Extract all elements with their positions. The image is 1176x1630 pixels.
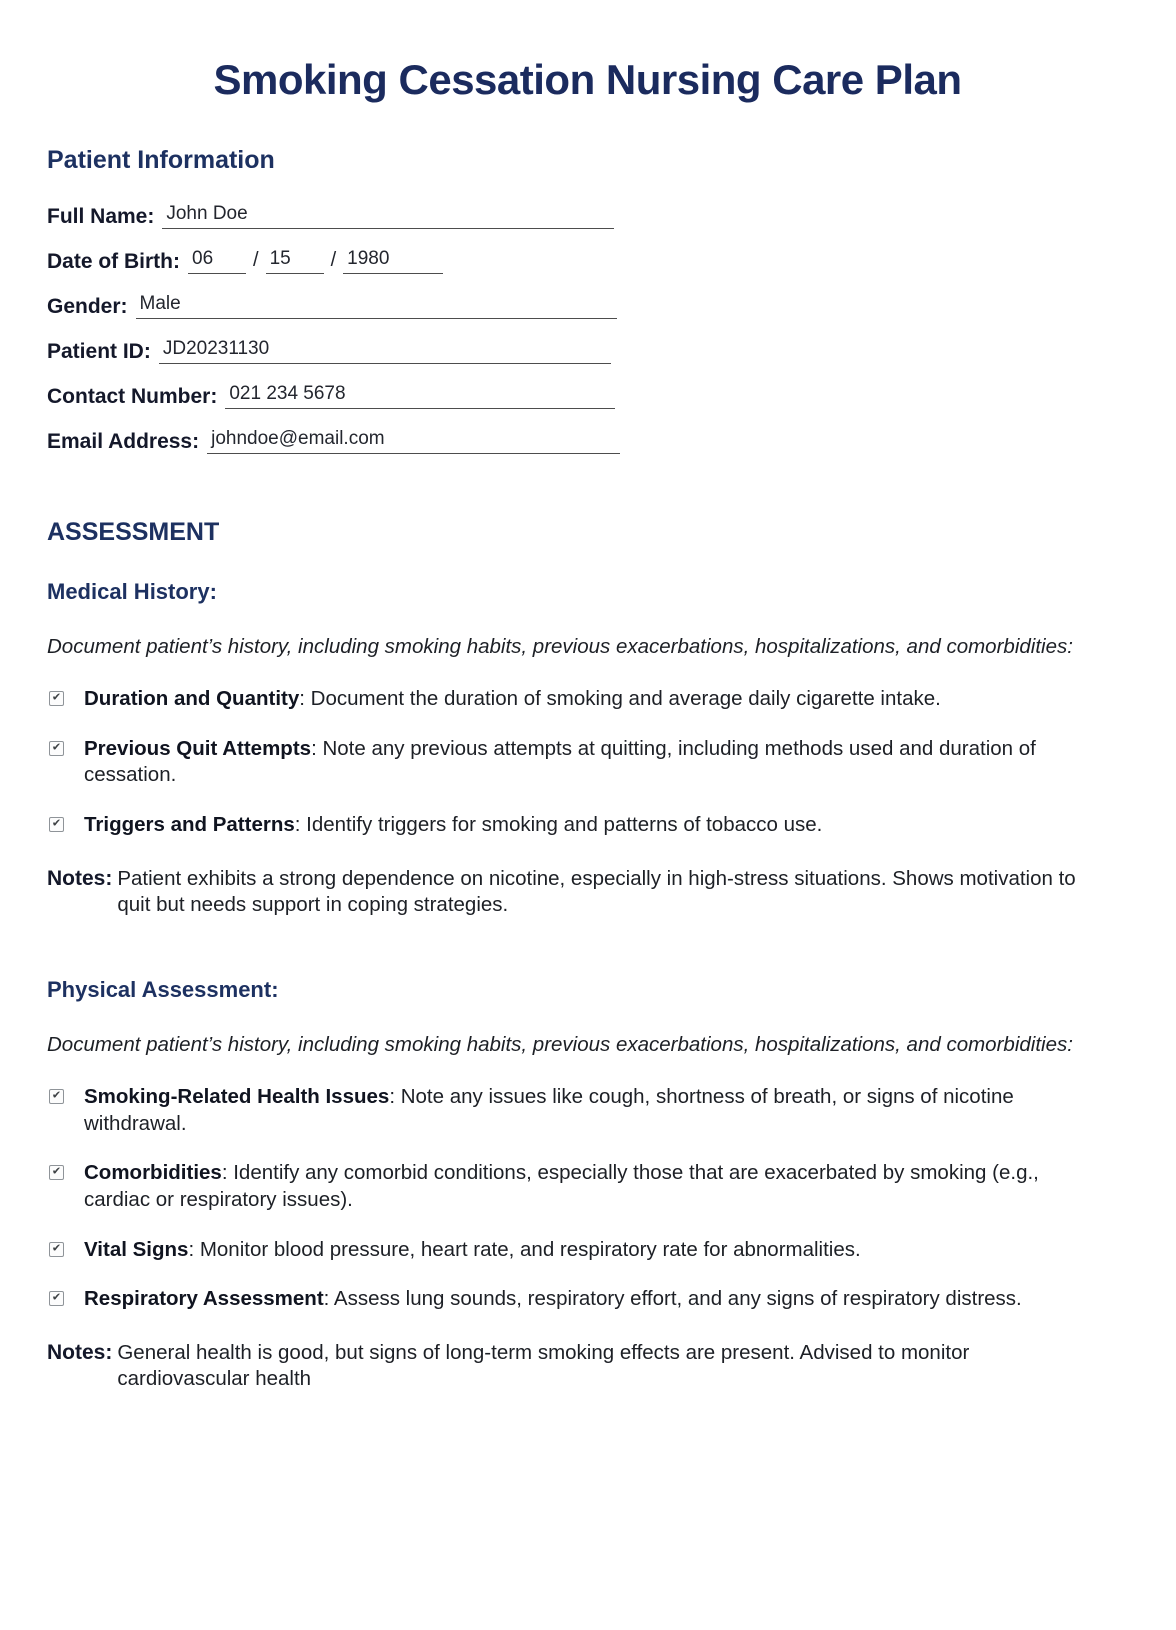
physical-assessment-heading: Physical Assessment: — [47, 976, 279, 1002]
check-icon: ✔ — [51, 1242, 62, 1254]
contact-number-field[interactable]: 021 234 5678 — [225, 383, 615, 409]
checklist-desc: : Note any issues like cough, shortness of breath, or signs of nicotine withdrawal. — [84, 1084, 1014, 1135]
checkbox-checked[interactable] — [49, 1089, 64, 1104]
checklist-term: Duration and Quantity — [84, 687, 300, 711]
checklist-item-text — [84, 1286, 1022, 1313]
checkbox-checked[interactable] — [49, 1291, 64, 1306]
email-address-label: Email Address: — [47, 429, 200, 453]
assessment-section — [47, 518, 1128, 1393]
checklist-item-text — [84, 686, 941, 713]
checklist-desc: : Note any previous attempts at quitting, including methods used and duration of cessation. — [84, 736, 1036, 787]
check-icon: ✔ — [51, 1291, 62, 1304]
gender-row — [47, 293, 1128, 319]
checklist-item-text — [84, 1160, 1057, 1213]
checklist-item-smoking-related-health-issues — [47, 1084, 1057, 1137]
physical-assessment-notes — [47, 1340, 1087, 1393]
checkbox-checked[interactable] — [49, 1242, 64, 1257]
checklist-term: Vital Signs — [84, 1237, 189, 1261]
notes-text[interactable]: Patient exhibits a strong dependence on nicotine, especially in high-stress situations. Shows motivation to quit but needs support in coping strategies. — [117, 866, 1076, 917]
checkbox-checked[interactable] — [49, 817, 64, 832]
gender-field[interactable]: Male — [136, 293, 617, 319]
checklist-item-respiratory-assessment — [47, 1286, 1057, 1313]
check-icon: ✔ — [51, 817, 62, 830]
medical-history-heading: Medical History: — [47, 579, 217, 604]
date-of-birth-label: Date of Birth: — [47, 249, 180, 273]
checklist-desc: : Assess lung sounds, respiratory effort, and any signs of respiratory distress. — [323, 1287, 1022, 1311]
checklist-item-text — [84, 1084, 1057, 1137]
checklist-item-vital-signs — [47, 1237, 1057, 1264]
check-icon: ✔ — [51, 691, 62, 704]
checkbox-checked[interactable] — [49, 1165, 64, 1180]
checkbox-checked[interactable] — [49, 691, 64, 706]
checklist-item-comorbidities — [47, 1160, 1057, 1213]
checklist-item-triggers-patterns — [47, 812, 1057, 839]
notes-text[interactable]: General health is good, but signs of long-term smoking effects are present. Advised to monitor cardiovascular health — [117, 1340, 970, 1391]
contact-number-row — [47, 383, 1128, 409]
checklist-term: Triggers and Patterns — [84, 812, 295, 836]
checklist-term: Comorbidities — [84, 1161, 222, 1185]
checkbox-checked[interactable] — [49, 741, 64, 756]
checklist-desc: : Document the duration of smoking and average daily cigarette intake. — [299, 687, 941, 711]
notes-label: Notes: — [47, 1340, 113, 1364]
dob-separator: / — [330, 249, 337, 271]
patient-id-label: Patient ID: — [47, 339, 151, 363]
check-icon: ✔ — [51, 1089, 62, 1102]
check-icon: ✔ — [51, 741, 62, 754]
checklist-desc: : Monitor blood pressure, heart rate, and respiratory rate for abnormalities. — [188, 1237, 861, 1261]
date-of-birth-row — [47, 248, 1128, 274]
assessment-heading: ASSESSMENT — [47, 518, 220, 546]
full-name-row — [47, 203, 1128, 229]
contact-number-label: Contact Number: — [47, 384, 218, 408]
medical-history-intro: Document patient’s history, including smoking habits, previous exacerbations, hospitalizations, and comorbidities: — [47, 635, 1073, 658]
email-address-row — [47, 428, 1128, 454]
email-address-field[interactable]: johndoe@email.com — [207, 428, 620, 454]
physical-assessment-subsection — [47, 977, 1128, 1393]
medical-history-notes — [47, 866, 1087, 919]
notes-label: Notes: — [47, 866, 113, 890]
full-name-field[interactable]: John Doe — [162, 203, 614, 229]
patient-information-heading: Patient Information — [47, 146, 275, 174]
dob-separator: / — [253, 249, 259, 271]
checklist-term: Respiratory Assessment — [84, 1287, 324, 1311]
dob-day-field[interactable]: 15 — [266, 248, 324, 274]
checklist-item-duration-quantity — [47, 686, 1057, 713]
checklist-item-text — [84, 1237, 861, 1264]
checklist-desc: : Identify any comorbid conditions, especially those that are exacerbated by smoking (e.g., cardiac or respiratory issues). — [84, 1161, 1039, 1211]
patient-id-field[interactable]: JD20231130 — [159, 338, 611, 364]
checklist-term: Smoking-Related Health Issues — [84, 1084, 390, 1108]
checklist-item-text — [84, 812, 822, 839]
check-icon: ✔ — [51, 1165, 62, 1178]
patient-id-row — [47, 338, 1128, 364]
checklist-desc: : Identify triggers for smoking and patterns of tobacco use. — [294, 812, 823, 836]
checklist-item-previous-quit-attempts — [47, 736, 1057, 789]
page-title: Smoking Cessation Nursing Care Plan — [213, 56, 962, 103]
physical-assessment-intro: Document patient’s history, including smoking habits, previous exacerbations, hospitalizations, and comorbidities: — [47, 1032, 1073, 1056]
gender-label: Gender: — [47, 294, 128, 318]
medical-history-subsection — [47, 579, 1128, 919]
full-name-label: Full Name: — [47, 204, 155, 228]
patient-information-section — [47, 146, 1128, 454]
checklist-item-text — [84, 736, 1057, 789]
dob-year-field[interactable]: 1980 — [343, 248, 443, 274]
dob-month-field[interactable]: 06 — [188, 248, 246, 274]
checklist-term: Previous Quit Attempts — [84, 736, 312, 760]
